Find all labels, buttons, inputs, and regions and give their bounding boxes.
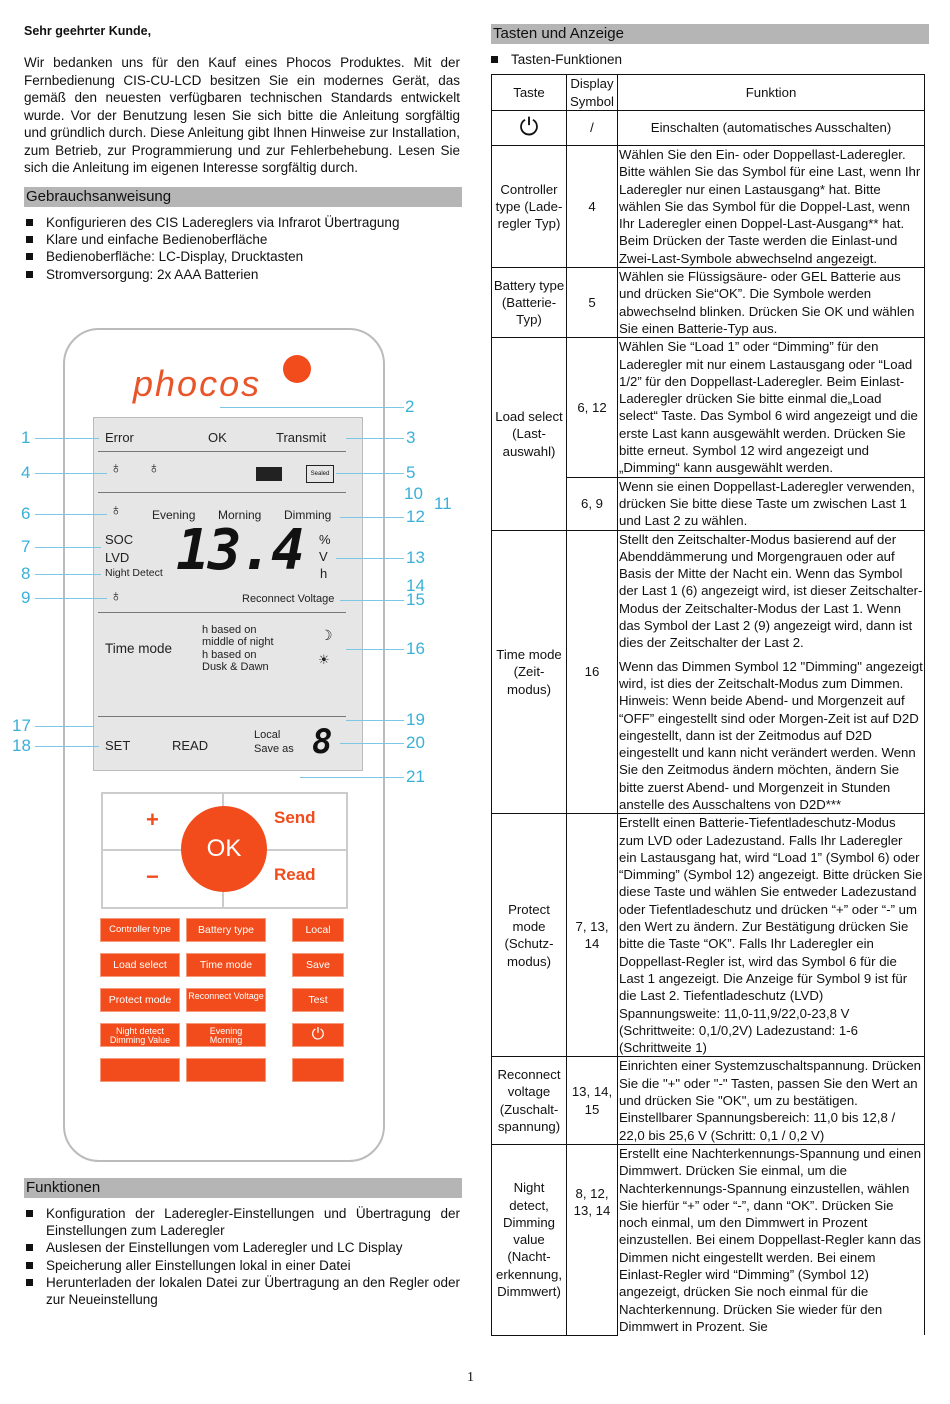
lcd-error: Error xyxy=(105,430,134,445)
callout-line xyxy=(35,547,101,548)
callout-9: 9 xyxy=(21,588,31,607)
table-row xyxy=(492,814,925,1057)
reconnect-voltage-button[interactable]: Reconnect Voltage xyxy=(186,988,266,1012)
save-button[interactable]: Save xyxy=(292,953,344,977)
lcd-dimming: Dimming xyxy=(284,508,332,522)
symbol-cell: 6, 12 xyxy=(567,338,618,477)
callout-line xyxy=(35,438,99,439)
lcd-ok: OK xyxy=(208,430,227,445)
logo-dot xyxy=(283,355,311,383)
lcd-percent: % xyxy=(319,532,331,547)
table-row xyxy=(492,1144,925,1335)
functions-heading: Funktionen xyxy=(24,1178,462,1198)
lcd-digits: 13.4 xyxy=(176,518,303,583)
callout-line xyxy=(35,574,101,575)
callout-line xyxy=(340,743,404,744)
callout-15: 15 xyxy=(406,590,425,609)
key-cell: Protect mode (Schutz-modus) xyxy=(492,814,567,1057)
key-cell: Controller type (Lade-regler Typ) xyxy=(492,146,567,268)
intro-paragraph: Wir bedanken uns für den Kauf eines Phocos Produktes. Mit der Fernbedienung CIS-CU-LCD besitzen Sie ein modernes Gerät, das gemäß den neuesten verfügbaren technischen Standards entwickelt wurde. Vor der Benutzung lesen Sie sich bitte die Anleitung sorgfältig und gründlich durch. Diese Anleitung gibt Ihnen Hinweise zur Installation, zum Betrieb, zur Programmierung und zur Fehlerbehebung. Lesen Sie sich die Anleitung im eigenen Interesse sorgfältig durch. xyxy=(24,55,461,175)
symbol-cell: 4 xyxy=(567,146,618,268)
symbol-cell: 16 xyxy=(567,530,618,814)
blank-button[interactable] xyxy=(292,1058,344,1082)
lcd-volt: V xyxy=(319,549,328,564)
bulb-icon: ♁ xyxy=(110,502,122,519)
list-item: Speicherung aller Einstellungen lokal in einer Datei xyxy=(24,1257,460,1274)
bulb-icon: ♁ xyxy=(148,460,160,477)
blank-button[interactable] xyxy=(100,1058,180,1082)
lcd-set: SET xyxy=(105,738,131,753)
callout-line xyxy=(220,407,404,408)
callout-line xyxy=(35,473,107,474)
function-text: Wenn das Dimmen Symbol 12 "Dimming" angezeigt wird, ist dies der Zeitschalt-Modus zum Dimmen. Hinweis: Wenn beide Abend- und Morgenzeit auf “OFF” eingestellt sind oder Morgen-Zeit ist auf D2D eingestellt, dann ist der Zeitmodus auf D2D eingestellt und kann nicht verändert werden. Wenn Sie den Zeitmodus ändern möchten, ändern Sie bitte zuerst Abend- und Morgenzeit in Stunden anstelle des Ausschaltens von D2D*** xyxy=(619,658,923,812)
phocos-logo: phocos xyxy=(133,363,262,404)
lcd-morning: Morning xyxy=(218,508,262,522)
lcd-evening: Evening xyxy=(152,508,196,522)
send-button[interactable]: Send xyxy=(274,808,316,827)
lcd-slot-digit: 8 xyxy=(312,722,333,762)
symbol-cell: 7, 13, 14 xyxy=(567,814,618,1057)
lcd-night-detect: Night Detect xyxy=(105,567,163,579)
key-cell: Night detect, Dimming value (Nacht-erkennung, Dimmwert) xyxy=(492,1144,567,1335)
keys-heading: Tasten und Anzeige xyxy=(491,24,929,44)
lcd-divider xyxy=(98,716,346,717)
local-button[interactable]: Local xyxy=(292,918,344,942)
minus-button[interactable]: − xyxy=(146,864,159,889)
greeting: Sehr geehrter Kunde, xyxy=(24,24,152,38)
key-cell: Load select (Last-auswahl) xyxy=(492,338,567,530)
callout-20: 20 xyxy=(406,733,425,752)
power-icon: ⏻ xyxy=(519,114,539,142)
callout-4: 4 xyxy=(21,463,31,482)
table-header-row xyxy=(492,75,925,111)
sealed-battery-icon: Sealed xyxy=(306,465,334,483)
power-button[interactable] xyxy=(292,1023,344,1047)
list-item: Stromversorgung: 2x AAA Batterien xyxy=(24,266,460,283)
header-symbol: Display Symbol xyxy=(567,75,618,111)
table-row xyxy=(492,146,925,268)
function-cell xyxy=(618,530,925,814)
test-button[interactable]: Test xyxy=(292,988,344,1012)
usage-heading: Gebrauchsanweisung xyxy=(24,187,462,207)
function-cell: Einrichten einer Systemzuschaltspannung. Drücken Sie die "+" oder "-" Tasten, passen Sie den Wert an und drücken Sie "OK", um zu bestätigen. Einstellbarer Spannungsbereich: 11,0 bis 12,8 / 22,0 bis 25,6 V (Schritt: 0,1 / 0,2 V) xyxy=(618,1057,925,1144)
moon-icon: ☽ xyxy=(320,627,333,643)
list-item: Auslesen der Einstellungen vom Laderegler und LC Display xyxy=(24,1239,460,1256)
function-cell: Wählen Sie “Load 1” oder “Dimming” für den Laderegler mit nur einem Lastausgang oder “Load 1/2” für den Doppellast-Laderegler. Beim Einlast-Laderegler drücken Sie bitte einmal die„Load select“ Taste. Das Symbol 6 wird angezeigt und die erste Last kann ausgewählt werden. Drücken Sie bitte erneut. Symbol 12 wird angezeigt und „Dimming“ kann ausgewählt werden. xyxy=(618,338,925,477)
page-number: 1 xyxy=(467,1370,474,1385)
callout-5: 5 xyxy=(406,463,416,482)
symbol-cell: 8, 12, 13, 14 xyxy=(567,1144,618,1335)
table-row xyxy=(492,530,925,814)
callout-line xyxy=(300,777,404,778)
list-item: Konfigurieren des CIS Ladereglers via Infrarot Übertragung xyxy=(24,214,460,231)
callout-line xyxy=(336,558,404,559)
function-cell: Einschalten (automatisches Ausschalten) xyxy=(618,111,925,146)
battery-icon xyxy=(256,467,282,481)
symbol-cell: / xyxy=(567,111,618,146)
function-cell: Wählen Sie den Ein- oder Doppellast-Laderegler. Bitte wählen Sie das Symbol für eine Last, wenn Ihr Laderegler nur einen Lastausgang* hat. Bitte wählen Sie das Symbol für die Doppel-Last, wenn Ihr Laderegler einen Doppel-Last-Ausgang** hat. Beim Drücken der Taste werden die Einlast-und Zwei-Last-Symbole abwechselnd angezeigt. xyxy=(618,146,925,268)
callout-14: 14 xyxy=(406,576,425,595)
function-cell: Wählen sie Flüssigsäure- oder GEL Batterie aus und drücken Sie“OK”. Die Symbole werden abwechselnd blinken. Drücken Sie OK und wählen Sie einen Batterie-Typ aus. xyxy=(618,268,925,338)
load-select-button[interactable]: Load select xyxy=(100,953,180,977)
lcd-lvd: LVD xyxy=(105,550,130,565)
bulb-icon: ♁ xyxy=(110,460,122,477)
table-row xyxy=(492,111,925,146)
keys-subheading: Tasten-Funktionen xyxy=(491,52,622,67)
function-cell: Wenn sie einen Doppellast-Laderegler verwenden, drücken Sie bitte diese Taste um zwischen Last 1 und Last 2 zu wählen. xyxy=(618,477,925,530)
lcd-soc: SOC xyxy=(105,532,134,547)
callout-line xyxy=(35,746,99,747)
night-detect-button[interactable]: Night detect Dimming Value xyxy=(100,1023,180,1047)
callout-11: 11 xyxy=(434,494,452,513)
power-key-cell xyxy=(492,111,567,146)
header-function: Funktion xyxy=(618,75,925,111)
function-table xyxy=(491,74,925,1336)
lcd-divider xyxy=(98,612,346,613)
callout-line xyxy=(346,438,404,439)
usage-list xyxy=(24,214,460,283)
symbol-cell: 13, 14, 15 xyxy=(567,1057,618,1144)
callout-10: 10 xyxy=(404,484,423,503)
plus-button[interactable]: + xyxy=(146,807,159,832)
callout-line xyxy=(340,600,404,601)
callout-2: 2 xyxy=(405,397,415,416)
callout-7: 7 xyxy=(21,537,31,556)
bulb-icon: ♁ xyxy=(110,588,122,605)
table-row xyxy=(492,338,925,477)
key-cell: Time mode (Zeit-modus) xyxy=(492,530,567,814)
lcd-tm1: h based on xyxy=(202,624,257,636)
key-cell: Reconnect voltage (Zuschalt-spannung) xyxy=(492,1057,567,1144)
table-row xyxy=(492,1057,925,1144)
functions-list xyxy=(24,1205,460,1308)
callout-17: 17 xyxy=(12,716,31,735)
lcd-divider xyxy=(98,492,346,493)
read-button[interactable]: Read xyxy=(274,865,316,884)
sunrise-icon: ☀ xyxy=(318,652,330,667)
function-cell: Erstellt eine Nachterkennungs-Spannung und einen Dimmwert. Drücken Sie einmal, um die Nachterkennungs-Spannung einzustellen, wählen Sie hierfür “+” oder “-”, dann “OK”. Drücken Sie noch einmal, um den Dimmwert in Prozent einzustellen. Bei einem Doppellast-Regler kann das Dimmen nicht eingestellt werden. Bei einem Einlast-Regler wird “Dimming” (Symbol 12) angezeigt, drücken Sie noch einmal für die Nachterkennung. Drücken Sie wieder für den Dimmwert in Prozent. Sie xyxy=(618,1144,925,1335)
callout-line xyxy=(35,514,107,515)
callout-16: 16 xyxy=(406,639,425,658)
function-text: Stellt den Zeitschalter-Modus basierend auf der Abenddämmerung und Morgengrauen oder auf Basis der Mitte der Nacht ein. Wenn das Symbol der Last 1 (6) angezeigt wird, ist dieser Zeitschalter-Modus der Zeitschalter-Modus der Last 1. Wenn das Symbol der Last 2 (9) angezeigt wird, dann ist dies der Zeitschalter der Last 2. xyxy=(619,531,923,651)
callout-18: 18 xyxy=(12,736,31,755)
time-mode-button[interactable]: Time mode xyxy=(186,953,266,977)
list-item: Klare und einfache Bedienoberfläche xyxy=(24,231,460,248)
list-item: Konfiguration der Laderegler-Einstellungen und Übertragung der Einstellungen zum Laderegler xyxy=(24,1205,460,1239)
callout-line xyxy=(35,598,107,599)
header-key: Taste xyxy=(492,75,567,111)
symbol-cell: 6, 9 xyxy=(567,477,618,530)
lcd-local: Local xyxy=(254,729,281,741)
callout-line xyxy=(340,517,404,518)
protect-mode-button[interactable]: Protect mode xyxy=(100,988,180,1012)
callout-6: 6 xyxy=(21,504,31,523)
lcd-save-as: Save as xyxy=(254,743,294,755)
callout-8: 8 xyxy=(21,564,31,583)
callout-line xyxy=(346,720,404,721)
power-icon: ⏻ xyxy=(311,1026,325,1043)
callout-12: 12 xyxy=(406,507,425,526)
battery-type-button[interactable]: Battery type xyxy=(186,918,266,942)
lcd-transmit: Transmit xyxy=(276,430,327,445)
callout-line xyxy=(35,726,93,727)
callout-line xyxy=(336,473,404,474)
evening-morning-button[interactable]: Evening Morning xyxy=(186,1023,266,1047)
lcd-read: READ xyxy=(172,738,209,753)
callout-3: 3 xyxy=(406,428,416,447)
lcd-reconnect: Reconnect Voltage xyxy=(242,593,335,605)
ok-button[interactable]: OK xyxy=(181,806,267,892)
key-cell: Battery type (Batterie-Typ) xyxy=(492,268,567,338)
callout-13: 13 xyxy=(406,548,425,567)
table-row xyxy=(492,268,925,338)
list-item: Herunterladen der lokalen Datei zur Übertragung an den Regler oder zur Neueinstellung xyxy=(24,1274,460,1308)
lcd-tm2: middle of night xyxy=(202,636,274,648)
callout-line xyxy=(346,649,404,650)
function-cell: Erstellt einen Batterie-Tiefentladeschutz-Modus zum LVD oder Ladezustand. Falls Ihr Laderegler ein Lastausgang hat, wird “Load 1” (Symbol 6) oder “Dimming” (Symbol 12) angezeigt. Bitte drücken Sie diese Taste und wählen Sie entweder Ladezustand oder Tiefentladeschutz und drücken “+” oder “-” um den Wert zu ändern. Zur Bestätigung drücken Sie bitte die Taste “OK”. Falls Ihr Laderegler ein Doppellast-Regler ist, wird das Symbol 6 für die Last 1 angezeigt. Die Anzeige für Symbol 9 ist für die Last 2. Tiefentladeschutz (LVD) Spannungsweite: 11,0-11,9/22,0-23,8 V (Schrittweite: 0,1/0,2V) Ladezustand: 1-6 (Schrittweite 1) xyxy=(618,814,925,1057)
callout-19: 19 xyxy=(406,710,425,729)
controller-type-button[interactable]: Controller type xyxy=(100,918,180,942)
list-item: Bedienoberfläche: LC-Display, Drucktasten xyxy=(24,248,460,265)
callout-21: 21 xyxy=(406,767,425,786)
blank-button[interactable] xyxy=(186,1058,266,1082)
lcd-hour: h xyxy=(320,566,328,581)
symbol-cell: 5 xyxy=(567,268,618,338)
lcd-tm4: Dusk & Dawn xyxy=(202,661,269,673)
lcd-tm3: h based on xyxy=(202,649,257,661)
callout-1: 1 xyxy=(21,428,31,447)
lcd-divider xyxy=(98,451,346,452)
lcd-time-mode: Time mode xyxy=(105,641,173,656)
